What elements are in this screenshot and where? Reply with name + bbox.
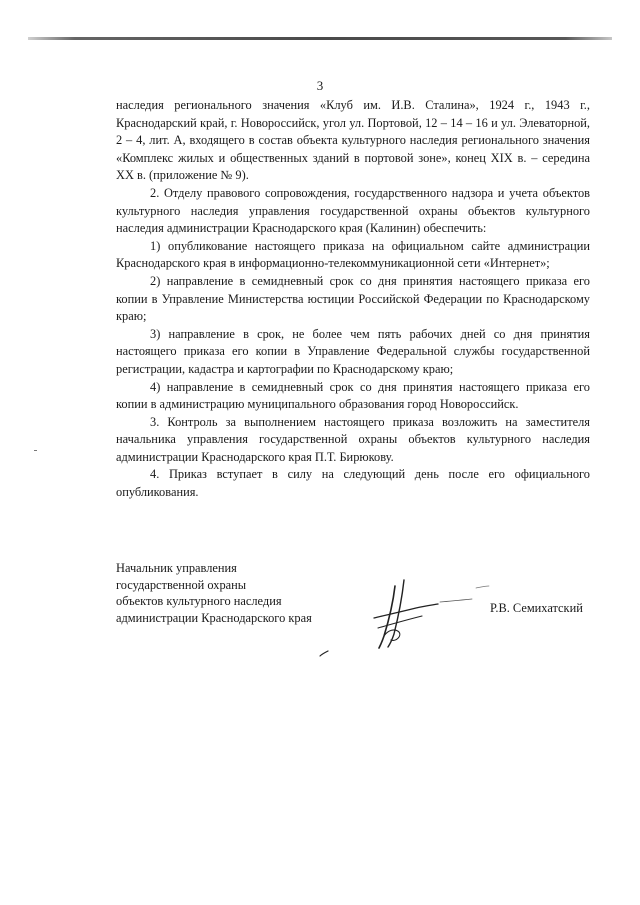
position-line-2: государственной охраны xyxy=(116,577,247,592)
scan-top-edge xyxy=(28,37,612,40)
paragraph-continuation: наследия регионального значения «Клуб им. И.В. Сталина», 1924 г., 1943 г., Краснодарский край, г. Новороссийск, угол ул. Портовой, 12 – 14 – 16 и ул. Элеваторной, 2 – 4, лит. А, входящего в состав объекта культурного наследия регионального значения «Комплекс жилых и общественных зданий в портовой зоне», конец XIX в. – середина XX в. (приложение № 9). xyxy=(116,98,590,183)
paragraph-item-4: 4. Приказ вступает в силу на следующий день после его официального опубликования. xyxy=(116,467,590,500)
paragraph-item-2: 2. Отделу правового сопровождения, государственного надзора и учета объектов культурного наследия управления государственной охраны объектов культурного наследия администрации Краснодарского края (Калинин) обеспечить: xyxy=(116,185,590,236)
paragraph-subitem-2: 2) направление в семидневный срок со дня принятия настоящего приказа его копии в Управление Министерства юстиции Российской Федерации по Краснодарскому краю; xyxy=(116,273,590,324)
scan-speck xyxy=(34,450,37,451)
handwritten-signature-icon xyxy=(300,568,490,668)
page-number: 3 xyxy=(316,78,324,93)
position-line-3: объектов культурного наследия xyxy=(116,594,282,608)
paragraph-item-3: 3. Контроль за выполнением настоящего приказа возложить на заместителя начальника управления государственной охраны объектов культурного наследия администрации Краснодарского края П.Т. Бирюкову. xyxy=(116,414,590,464)
paragraph-subitem-4: 4) направление в семидневный срок со дня принятия настоящего приказа его копии в администрацию муниципального образования город Новороссийск. xyxy=(116,379,590,412)
paragraph-subitem-3: 3) направление в срок, не более чем пять рабочих дней со дня принятия настоящего приказа его копии в Управление Федеральной службы государственной регистрации, кадастра и картографии по Краснодарскому краю; xyxy=(116,326,590,376)
position-line-4: администрации Краснодарского края xyxy=(116,610,312,625)
position-line-1: Начальник управления xyxy=(116,561,237,575)
paragraph-subitem-1: 1) опубликование настоящего приказа на официальном сайте администрации Краснодарского края в информационно-телекоммуникационной сети «Интернет»; xyxy=(116,238,590,271)
signer-name: Р.В. Семихатский xyxy=(490,601,583,615)
document-body xyxy=(116,97,590,502)
